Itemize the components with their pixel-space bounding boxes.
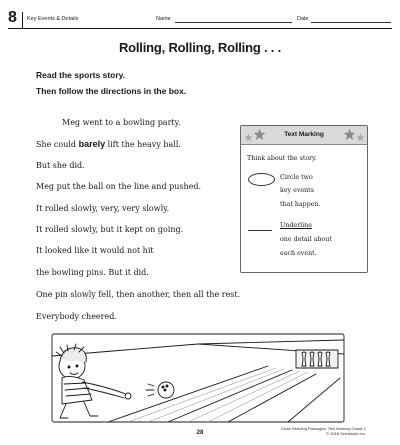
story-line: Everybody cheered. xyxy=(36,312,117,321)
page-header xyxy=(8,9,392,28)
story-line: It looked like it would not hit xyxy=(36,246,154,255)
bold-word: barely xyxy=(78,139,106,149)
name-field[interactable] xyxy=(175,22,292,23)
directions-line-1: Read the sports story. xyxy=(36,70,126,80)
story-line: Meg went to a bowling party. xyxy=(62,118,181,127)
story-line: the bowling pins. But it did. xyxy=(36,268,149,277)
circle-instruction-line: key events xyxy=(280,187,314,194)
circle-instruction-line: that happen. xyxy=(280,201,321,208)
text-marking-banner xyxy=(241,126,367,145)
story-line: Meg put the ball on the line and pushed. xyxy=(36,182,202,191)
page-number: 8 xyxy=(8,9,17,26)
bowling-illustration xyxy=(48,332,348,428)
footer-credit xyxy=(281,426,366,436)
date-field[interactable] xyxy=(311,22,391,23)
underline-instruction-word: Underline xyxy=(280,222,312,229)
page-title: Rolling, Rolling, Rolling . . . xyxy=(118,40,282,55)
header-rule xyxy=(8,28,392,29)
text-marking-title: Text Marking xyxy=(284,131,324,138)
story-line: One pin slowly fell, then another, then all the rest. xyxy=(36,290,241,299)
text-marking-intro: Think about the story. xyxy=(247,155,317,162)
name-label: Name xyxy=(156,16,171,22)
text-marking-box xyxy=(240,125,368,273)
story-line: It rolled slowly, but it kept on going. xyxy=(36,225,184,234)
footer-credit-line: Close Reading Passages: Text Marking Grade 1 xyxy=(280,426,366,431)
header-divider xyxy=(22,12,23,28)
story-line: But she did. xyxy=(36,161,85,170)
underline-instruction-line: each event. xyxy=(280,250,317,257)
footer-page-number: 28 xyxy=(196,430,204,436)
footer-credit-line: © 2016 Scholastic Inc. xyxy=(326,431,366,436)
directions-line-2: Then follow the directions in the box. xyxy=(36,86,187,96)
story-line: She could barely lift the heavy ball. xyxy=(36,139,181,149)
underline-mark-icon xyxy=(248,230,272,231)
date-label: Date xyxy=(297,16,309,22)
underline-instruction-line: one detail about xyxy=(280,236,332,243)
skill-label: Key Events & Details xyxy=(27,16,79,22)
story-line: It rolled slowly, very, very slowly. xyxy=(36,204,170,213)
circle-mark-icon xyxy=(248,173,275,186)
circle-instruction-line: Circle two xyxy=(280,174,313,181)
